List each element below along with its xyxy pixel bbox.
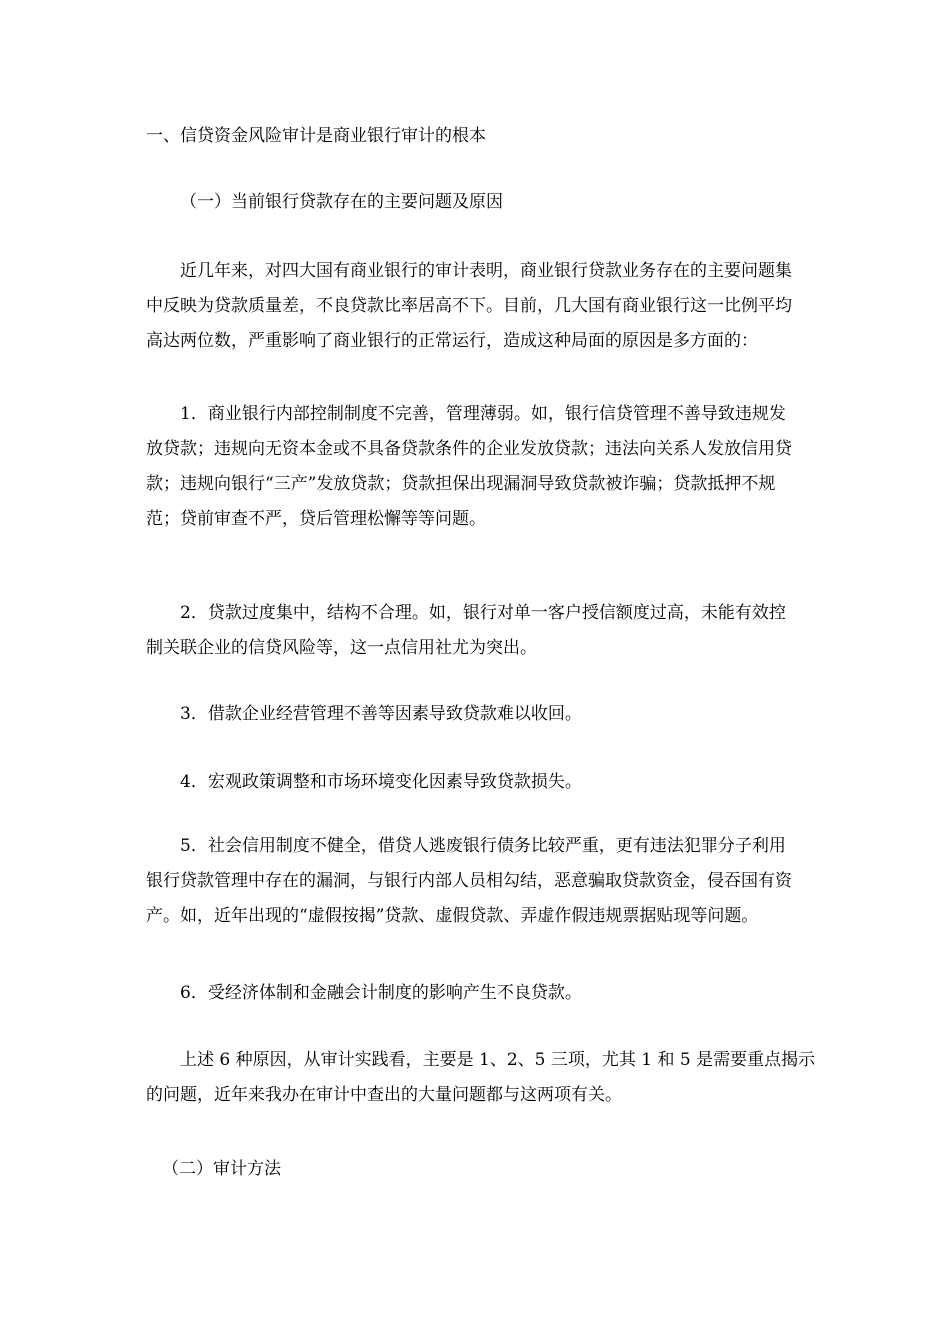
- summary-paragraph: [146, 1043, 816, 1113]
- intro-paragraph: [146, 254, 808, 359]
- cause-item-5-line: 产。如，近年出现的“虚假按揭”贷款、虚假贷款、弄虚作假违规票据贴现等问题。: [146, 906, 759, 926]
- cause-item-4-text: 4．宏观政策调整和市场环境变化因素导致贷款损失。: [180, 772, 582, 792]
- subsection-heading-methods: [162, 1152, 824, 1187]
- cause-item-1-line: 范；贷前审查不严，贷后管理松懈等等问题。: [146, 509, 486, 529]
- summary-line: 的问题，近年来我办在审计中查出的大量问题都与这两项有关。: [146, 1085, 622, 1105]
- cause-item-5-line: 5．社会信用制度不健全，借贷人逃废银行债务比较严重，更有违法犯罪分子利用: [180, 836, 786, 856]
- cause-item-1: [146, 397, 808, 537]
- section-heading: [146, 119, 808, 154]
- cause-item-5-line: 银行贷款管理中存在的漏洞，与银行内部人员相勾结，恶意骗取贷款资金，侵吞国有资: [146, 871, 792, 891]
- cause-item-1-line: 款；违规向银行“三产”发放贷款；贷款担保出现漏洞导致贷款被诈骗；贷款抵押不规: [146, 474, 776, 494]
- cause-item-4: [146, 765, 808, 800]
- cause-item-5: [146, 829, 808, 934]
- intro-line: 高达两位数，严重影响了商业银行的正常运行，造成这种局面的原因是多方面的：: [146, 331, 758, 351]
- intro-line: 近几年来，对四大国有商业银行的审计表明，商业银行贷款业务存在的主要问题集: [180, 261, 792, 281]
- cause-item-6: [146, 976, 808, 1011]
- subsection-heading-causes-text: （一）当前银行贷款存在的主要问题及原因: [180, 192, 503, 212]
- section-heading-text: 一、信贷资金风险审计是商业银行审计的根本: [146, 126, 486, 146]
- cause-item-3-text: 3．借款企业经营管理不善等因素导致贷款难以收回。: [180, 704, 582, 724]
- cause-item-6-text: 6．受经济体制和金融会计制度的影响产生不良贷款。: [180, 983, 582, 1003]
- cause-item-1-line: 放贷款；违规向无资本金或不具备贷款条件的企业发放贷款；违法向关系人发放信用贷: [146, 439, 792, 459]
- cause-item-2-line: 制关联企业的信贷风险等，这一点信用社尤为突出。: [146, 638, 537, 658]
- cause-item-3: [146, 697, 808, 732]
- subsection-heading-methods-text: （二）审计方法: [162, 1159, 281, 1179]
- subsection-heading-causes: [180, 185, 842, 220]
- cause-item-2: [146, 596, 808, 666]
- cause-item-1-line: 1．商业银行内部控制制度不完善，管理薄弱。如，银行信贷管理不善导致违规发: [180, 404, 786, 424]
- cause-item-2-line: 2．贷款过度集中，结构不合理。如，银行对单一客户授信额度过高，未能有效控: [180, 603, 786, 623]
- intro-line: 中反映为贷款质量差，不良贷款比率居高不下。目前，几大国有商业银行这一比例平均: [146, 296, 792, 316]
- summary-line: 上述 6 种原因，从审计实践看，主要是 1、2、5 三项，尤其 1 和 5 是需要重点揭示: [180, 1050, 816, 1070]
